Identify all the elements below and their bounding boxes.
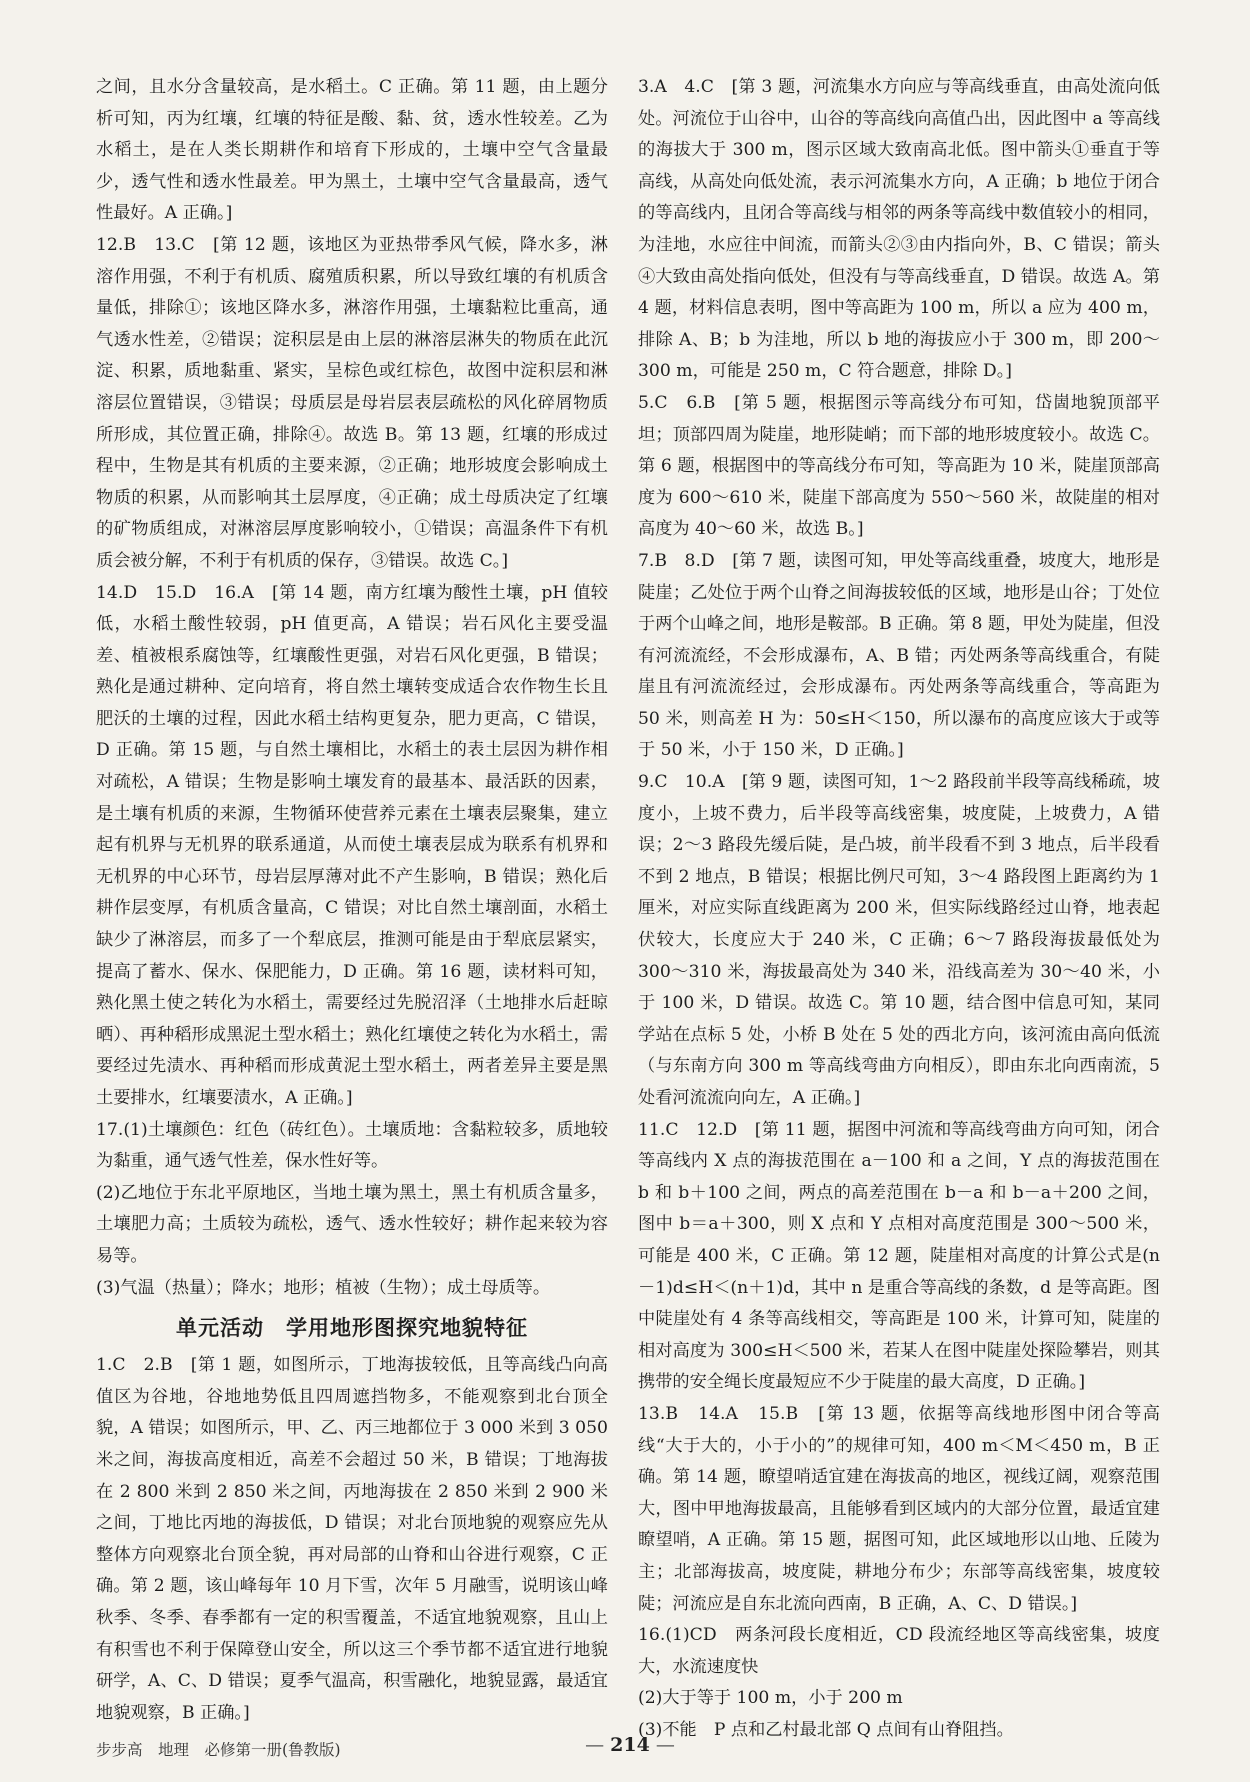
answer-paragraph: (2)大于等于 100 m，小于 200 m bbox=[638, 1688, 903, 1709]
page-number bbox=[560, 1734, 700, 1756]
answer-paragraph: 16.(1)CD 两条河段长度相近，CD 段流经地区等高线密集，坡度大，水流速度快 bbox=[638, 1625, 1160, 1677]
answer-paragraph: 11.C 12.D [第 11 题，据图中河流和等高线弯曲方向可知，闭合等高线内 X 点的海拔范围在 a－100 和 a 之间，Y 点的海拔范围在 b 和 b＋100 之间，两点的高差范围在 b－a 和 b－a＋200 之间，图中 b＝a＋300，则 X 点和 Y 点相对高度范围是 300～500 米，可能是 400 米，C 正确。第 12 题，陡崖相对高度的计算公式是(n－1)d≤H＜(n＋1)d，其中 n 是重合等高线的条数，d 是等高距。图中陡崖处有 4 条等高线相交，等高距是 100 米，计算可知，陡崖的相对高度为 300≤H＜500 米，若某人在图中陡崖处探险攀岩，则其携带的安全绳长度最短应不少于陡崖的最大高度，D 正确。] bbox=[638, 1119, 1160, 1393]
book-title-footer: 步步高 地理 必修第一册(鲁教版) bbox=[96, 1741, 341, 1759]
page-dash-left: — bbox=[585, 1734, 611, 1756]
answer-paragraph: 之间，且水分含量较高，是水稻土。C 正确。第 11 题，由上题分析可知，丙为红壤，红壤的特征是酸、黏、贫，透水性较差。乙为水稻土，是在人类长期耕作和培育下形成的，土壤中空气含量最少，透气性和透水性最差。甲为黑土，土壤中空气含量最高，透气性最好。A 正确。] bbox=[96, 77, 608, 224]
answer-paragraph: 9.C 10.A [第 9 题，读图可知，1～2 路段前半段等高线稀疏，坡度小，上坡不费力，后半段等高线密集，坡度陡，上坡费力，A 错误；2～3 路段先缓后陡，是凸坡，前半段看不到 3 地点，后半段看不到 2 地点，B 错误；根据比例尺可知，3～4 路段图上距离约为 1 厘米，对应实际直线距离为 200 米，但实际线路经过山脊，地表起伏较大，长度应大于 240 米，C 正确；6～7 路段海拔最低处为 300～310 米，海拔最高处为 340 米，沿线高差为 30～40 米，小于 100 米，D 错误。故选 C。第 10 题，结合图中信息可知，某同学站在点标 5 处，小桥 B 处在 5 处的西北方向，该河流由高向低流（与东南方向 300 m 等高线弯曲方向相反），即由东北向西南流，5 处看河流流向向左，A 正确。] bbox=[638, 772, 1160, 1108]
answer-paragraph: 14.D 15.D 16.A [第 14 题，南方红壤为酸性土壤，pH 值较低，水稻土酸性较弱，pH 值更高，A 错误；岩石风化主要受温差、植被根系腐蚀等，红壤酸性更强，对岩石风化更强，B 错误；熟化是通过耕种、定向培育，将自然土壤转变成适合农作物生长且肥沃的土壤的过程，因此水稻土结构更复杂，肥力更高，C 错误，D 正确。第 15 题，与自然土壤相比，水稻土的表土层因为耕作相对疏松，A 错误；生物是影响土壤发育的最基本、最活跃的因素，是土壤有机质的来源，生物循环使营养元素在土壤表层聚集，建立起有机界与无机界的联系通道，从而使土壤表层成为联系有机界和无机界的中心环节，母岩层厚薄对此不产生影响，B 错误；熟化后耕作层变厚，有机质含量高，C 错误；对比自然土壤剖面，水稻土缺少了淋溶层，而多了一个犁底层，推测可能是由于犁底层紧实，提高了蓄水、保水、保肥能力，D 正确。第 16 题，读材料可知，熟化黑土使之转化为水稻土，需要经过先脱沼泽（土地排水后赶晾晒）、再种稻形成黑泥土型水稻土；熟化红壤使之转化为水稻土，需要经过先渍水、再种稻而形成黄泥土型水稻土，两者差异主要是黑土要排水，红壤要渍水，A 正确。] bbox=[96, 582, 608, 1108]
answer-paragraph: 13.B 14.A 15.B [第 13 题，依据等高线地形图中闭合等高线“大于大的，小于小的”的规律可知，400 m＜M＜450 m，B 正确。第 14 题，瞭望哨适宜建在海拔高的地区，视线辽阔，观察范围大，图中甲地海拔最高，且能够看到区域内的大部分位置，最适宜建瞭望哨，A 正确。第 15 题，据图可知，此区域地形以山地、丘陵为主；北部海拔高，坡度陡，耕地分布少；东部等高线密集，坡度较陡；河流应是自东北流向西南，B 正确，A、C、D 错误。] bbox=[638, 1403, 1160, 1614]
answer-paragraph: 12.B 13.C [第 12 题，该地区为亚热带季风气候，降水多，淋溶作用强，不利于有机质、腐殖质积累，所以导致红壤的有机质含量低，排除①；该地区降水多，淋溶作用强，土壤黏粒比重高，通气透水性差，②错误；淀积层是由上层的淋溶层淋失的物质在此沉淀、积累，质地黏重、紧实，呈棕色或红棕色，故图中淀积层和淋溶层位置错误，③错误；母质层是母岩层表层疏松的风化碎屑物质所形成，其位置正确，排除④。故选 B。第 13 题，红壤的形成过程中，生物是其有机质的主要来源，②正确；地形坡度会影响成土物质的积累，从而影响其土层厚度，④正确；成土母质决定了红壤的矿物质组成，对淋溶层厚度影响较小，①错误；高温条件下有机质会被分解，不利于有机质的保存，③错误。故选 C。] bbox=[96, 234, 608, 571]
answer-paragraph: 7.B 8.D [第 7 题，读图可知，甲处等高线重叠，坡度大，地形是陡崖；乙处位于两个山脊之间海拔较低的区域，地形是山谷；丁处位于两个山峰之间，地形是鞍部。B 正确。第 8 题，甲处为陡崖，但没有河流流经，不会形成瀑布，A、B 错；丙处两条等高线重合，有陡崖且有河流流经过，会形成瀑布。丙处两条等高线重合，等高距为 50 米，则高差 H 为：50≤H＜150，所以瀑布的高度应该大于或等于 50 米，小于 150 米，D 正确。] bbox=[638, 550, 1160, 761]
answer-paragraph: 17.(1)土壤颜色：红色（砖红色）。土壤质地：含黏粒较多，质地较为黏重，通气透气性差，保水性好等。 bbox=[96, 1119, 608, 1172]
answer-paragraph: 1.C 2.B [第 1 题，如图所示，丁地海拔较低，且等高线凸向高值区为谷地，谷地地势低且四周遮挡物多，不能观察到北台顶全貌，A 错误；如图所示，甲、乙、丙三地都位于 3 000 米到 3 050 米之间，海拔高度相近，高差不会超过 50 米，B 错误；丁地海拔在 2 800 米到 2 850 米之间，丙地海拔在 2 850 米到 2 900 米之间，丁地比丙地的海拔低，D 错误；对北台顶地貌的观察应先从整体方向观察北台顶全貌，再对局部的山脊和山谷进行观察，C 正确。第 2 题，该山峰每年 10 月下雪，次年 5 月融雪，说明该山峰秋季、冬季、春季都有一定的积雪覆盖，不适宜地貌观察，且山上有积雪也不利于保障登山安全，所以这三个季节都不适宜进行地貌研学，A、C、D 错误；夏季气温高，积雪融化，地貌显露，最适宜地貌观察，B 正确。] bbox=[96, 1355, 608, 1723]
section-title: 单元活动 学用地形图探究地貌特征 bbox=[176, 1316, 528, 1341]
answer-paragraph: (3)不能 P 点和乙村最北部 Q 点间有山脊阻挡。 bbox=[638, 1719, 1014, 1740]
answer-paragraph: (2)乙地位于东北平原地区，当地土壤为黑土，黑土有机质含量多，土壤肥力高；土质较为疏松，透气、透水性较好；耕作起来较为容易等。 bbox=[96, 1182, 608, 1266]
page-dash-right: — bbox=[649, 1734, 675, 1756]
answer-paragraph: (3)气温（热量）；降水；地形；植被（生物）；成土母质等。 bbox=[96, 1277, 551, 1298]
left-column bbox=[96, 72, 608, 1729]
right-column bbox=[638, 72, 1160, 1746]
page-number-value: 214 bbox=[610, 1734, 650, 1756]
answer-paragraph: 3.A 4.C [第 3 题，河流集水方向应与等高线垂直，由高处流向低处。河流位于山谷中，山谷的等高线向高值凸出，因此图中 a 等高线的海拔大于 300 m，图示区域大致南高北低。图中箭头①垂直于等高线，从高处向低处流，表示河流集水方向，A 正确；b 地位于闭合的等高线内，且闭合等高线与相邻的两条等高线中数值较小的相同，为洼地，水应往中间流，而箭头②③由内指向外，B、C 错误；箭头④大致由高处指向低处，但没有与等高线垂直，D 错误。故选 A。第 4 题，材料信息表明，图中等高距为 100 m，所以 a 应为 400 m，排除 A、B；b 为洼地，所以 b 地的海拔应小于 300 m，即 200～300 m，可能是 250 m，C 符合题意，排除 D。] bbox=[638, 77, 1160, 382]
answer-paragraph: 5.C 6.B [第 5 题，根据图示等高线分布可知，岱崮地貌顶部平坦；顶部四周为陡崖，地形陡峭；而下部的地形坡度较小。故选 C。第 6 题，根据图中的等高线分布可知，等高距为 10 米，陡崖顶部高度为 600～610 米，陡崖下部高度为 550～560 米，故陡崖的相对高度为 40～60 米，故选 B。] bbox=[638, 392, 1160, 540]
